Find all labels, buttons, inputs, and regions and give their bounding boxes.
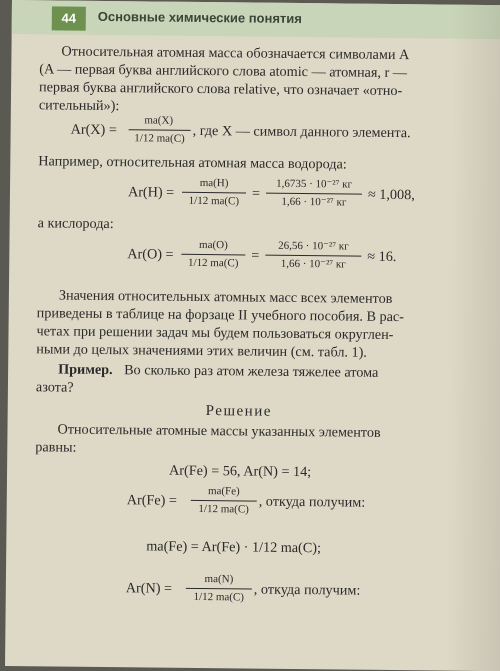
solution-values: Ar(Fe) = 56, Ar(N) = 14; <box>168 462 312 481</box>
fraction-bar <box>186 588 252 590</box>
solution-heading: Решение <box>205 403 273 420</box>
para2-line-3: четах при решении задач мы будем пользоваться округлен- <box>36 323 394 344</box>
fe-formula-numerator: ma(Fe) <box>207 485 240 498</box>
page-number: 44 <box>52 6 86 30</box>
n-formula-denominator: 1/12 ma(C) <box>193 590 245 604</box>
example-h-eq: = <box>251 185 261 202</box>
example-h-result: ≈ 1,008, <box>367 186 415 204</box>
fraction-bar <box>182 192 246 194</box>
fe-formula-tail: , откуда получим: <box>258 493 366 511</box>
example-h-lhs: Ar(H) = <box>127 184 175 201</box>
example-o-eq: = <box>251 247 260 264</box>
page-curl-shadow <box>445 5 500 671</box>
solution-line-2: равны: <box>35 439 77 456</box>
intro-line-4: сительный»): <box>38 97 120 115</box>
example-h-numerator: ma(H) <box>199 176 229 190</box>
problem-line-2: азота? <box>35 379 74 396</box>
example-h-denominator-2: 1,66 · 10⁻²⁷ кг <box>281 195 347 209</box>
fraction-bar <box>265 255 361 257</box>
formula-general-denominator: 1/12 ma(C) <box>134 132 185 145</box>
example-h-denominator: 1/12 ma(C) <box>188 194 240 208</box>
n-formula-tail: , откуда получим: <box>253 581 361 599</box>
intro-line-2: (A — первая буква английского слова atomic — атомная, r — <box>39 61 408 82</box>
problem-text: Во сколько раз атом железа тяжелее атома <box>124 362 379 381</box>
example-o-denominator-2: 1,66 · 10⁻²⁷ кг <box>280 257 346 271</box>
page-header <box>12 0 500 39</box>
formula-general-numerator: ma(X) <box>144 114 174 127</box>
chapter-title: Основные химические понятия <box>97 8 303 27</box>
intro-line-1: Относительная атомная масса обозначается символами A <box>61 43 410 64</box>
example-o-denominator: 1/12 ma(C) <box>187 256 239 270</box>
fe-formula-denominator: 1/12 ma(C) <box>198 502 249 516</box>
fe-formula-lhs: Ar(Fe) = <box>126 492 178 509</box>
example-o-numerator-2: 26,56 · 10⁻²⁷ кг <box>278 239 349 253</box>
example-o-result: ≈ 16. <box>367 248 397 266</box>
fraction-bar <box>191 500 257 502</box>
n-formula-lhs: Ar(N) = <box>125 580 173 597</box>
solution-line-1: Относительные атомные массы указанных элементов <box>57 421 381 441</box>
ma-fe-formula: ma(Fe) = Ar(Fe) · 1/12 ma(C); <box>146 538 322 557</box>
para2-line-4: ными до целых значениями этих величин (см. табл. 1). <box>36 341 367 361</box>
n-formula-numerator: ma(N) <box>204 573 234 586</box>
fraction-bar <box>129 129 191 131</box>
example-o-numerator: ma(O) <box>199 238 228 252</box>
intro-line-3: первая буква английского слова relative, что означает «отно- <box>39 79 403 100</box>
example-o-intro: а кислорода: <box>37 215 114 233</box>
example-o-lhs: Ar(O) = <box>127 246 174 263</box>
example-h-intro: Например, относительная атомная масса водорода: <box>38 153 347 173</box>
formula-general-lhs: Ar(X) = <box>70 121 117 139</box>
para2-line-2: приведены в таблице на форзаце II учебного пособия. В рас- <box>36 305 405 326</box>
formula-general-tail: , где X — символ данного элемента. <box>192 122 411 142</box>
fraction-bar <box>266 193 362 195</box>
problem-label: Пример. <box>58 361 113 379</box>
example-h-numerator-2: 1,6735 · 10⁻²⁷ кг <box>276 177 353 191</box>
textbook-page <box>5 0 500 671</box>
para2-line-1: Значения относительных атомных масс всех элементов <box>58 287 393 307</box>
fraction-bar <box>181 254 245 256</box>
